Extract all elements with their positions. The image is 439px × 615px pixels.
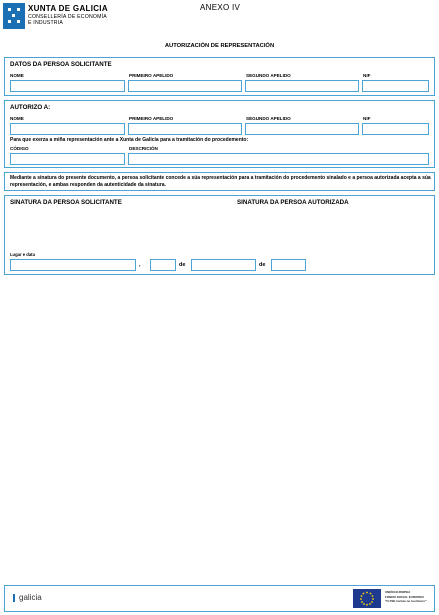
notice-section (4, 172, 435, 191)
de-separator-1: de (179, 262, 186, 268)
authorized-surname2-field[interactable] (245, 123, 359, 135)
applicant-surname1-label: PRIMEIRO APELIDO (129, 73, 174, 78)
applicant-surname2-field[interactable] (245, 80, 359, 92)
place-field[interactable] (10, 259, 136, 271)
procedure-code-label: CÓDIGO (10, 146, 29, 151)
org-sub-line-1: CONSELLERÍA DE ECONOMÍA (28, 14, 107, 20)
eu-line-2: FONDO SOCIAL EUROPEO (385, 594, 424, 599)
eu-line-3: "O FSE inviste no teu futuro" (385, 599, 427, 603)
galicia-brand: galicia (19, 593, 42, 602)
procedure-description-label: DESCRICIÓN (129, 146, 158, 151)
eu-fund-text (385, 590, 427, 604)
procedure-description-field[interactable] (128, 153, 429, 165)
year-field[interactable] (271, 259, 306, 271)
applicant-surname1-field[interactable] (128, 80, 242, 92)
place-date-label: Lugar e data (10, 252, 35, 257)
eu-line-1: UNIÓN EUROPEA (385, 590, 411, 594)
org-sub-line-2: E INDUSTRIA (28, 20, 64, 26)
eu-flag-icon (353, 589, 381, 608)
applicant-name-label: NOME (10, 73, 24, 78)
de-separator-2: de (259, 262, 266, 268)
footer (4, 585, 435, 612)
org-department (28, 14, 107, 26)
procedure-code-field[interactable] (10, 153, 125, 165)
authorized-nif-field[interactable] (362, 123, 429, 135)
applicant-signature-label: SINATURA DA PERSOA SOLICITANTE (10, 199, 122, 206)
applicant-nif-field[interactable] (362, 80, 429, 92)
applicant-section (4, 57, 435, 96)
annex-label: ANEXO IV (200, 3, 241, 12)
signature-section (4, 195, 435, 275)
authorized-surname1-field[interactable] (128, 123, 242, 135)
authorized-signature-label: SINATURA DA PERSOA AUTORIZADA (237, 199, 349, 206)
day-field[interactable] (150, 259, 176, 271)
authorized-nif-label: NIF (363, 116, 371, 121)
purpose-text: Para que exerza a miña representación ante a Xunta de Galicia para a tramitación do procedemento: (10, 137, 249, 143)
applicant-nif-label: NIF (363, 73, 371, 78)
xunta-logo-icon (3, 3, 25, 29)
authorized-surname1-label: PRIMEIRO APELIDO (129, 116, 174, 121)
authorize-section (4, 100, 435, 168)
authorize-section-title: AUTORIZO A: (10, 104, 51, 111)
applicant-name-field[interactable] (10, 80, 125, 92)
authorized-name-field[interactable] (10, 123, 125, 135)
authorized-surname2-label: SEGUNDO APELIDO (246, 116, 291, 121)
applicant-surname2-label: SEGUNDO APELIDO (246, 73, 291, 78)
comma-separator: , (139, 262, 141, 268)
org-name: XUNTA DE GALICIA (28, 4, 108, 13)
notice-text: Mediante a sinatura do presente documento, a persoa solicitante concede a súa representación para a tramitación do procedemento sinalado e a persoa autorizada acepta a súa representación, e ambas responden da autenticidade da sinatura. (10, 175, 431, 188)
applicant-section-title: DATOS DA PERSOA SOLICITANTE (10, 61, 112, 68)
month-field[interactable] (191, 259, 256, 271)
authorized-name-label: NOME (10, 116, 24, 121)
document-title: AUTORIZACIÓN DE REPRESENTACIÓN (164, 43, 275, 49)
